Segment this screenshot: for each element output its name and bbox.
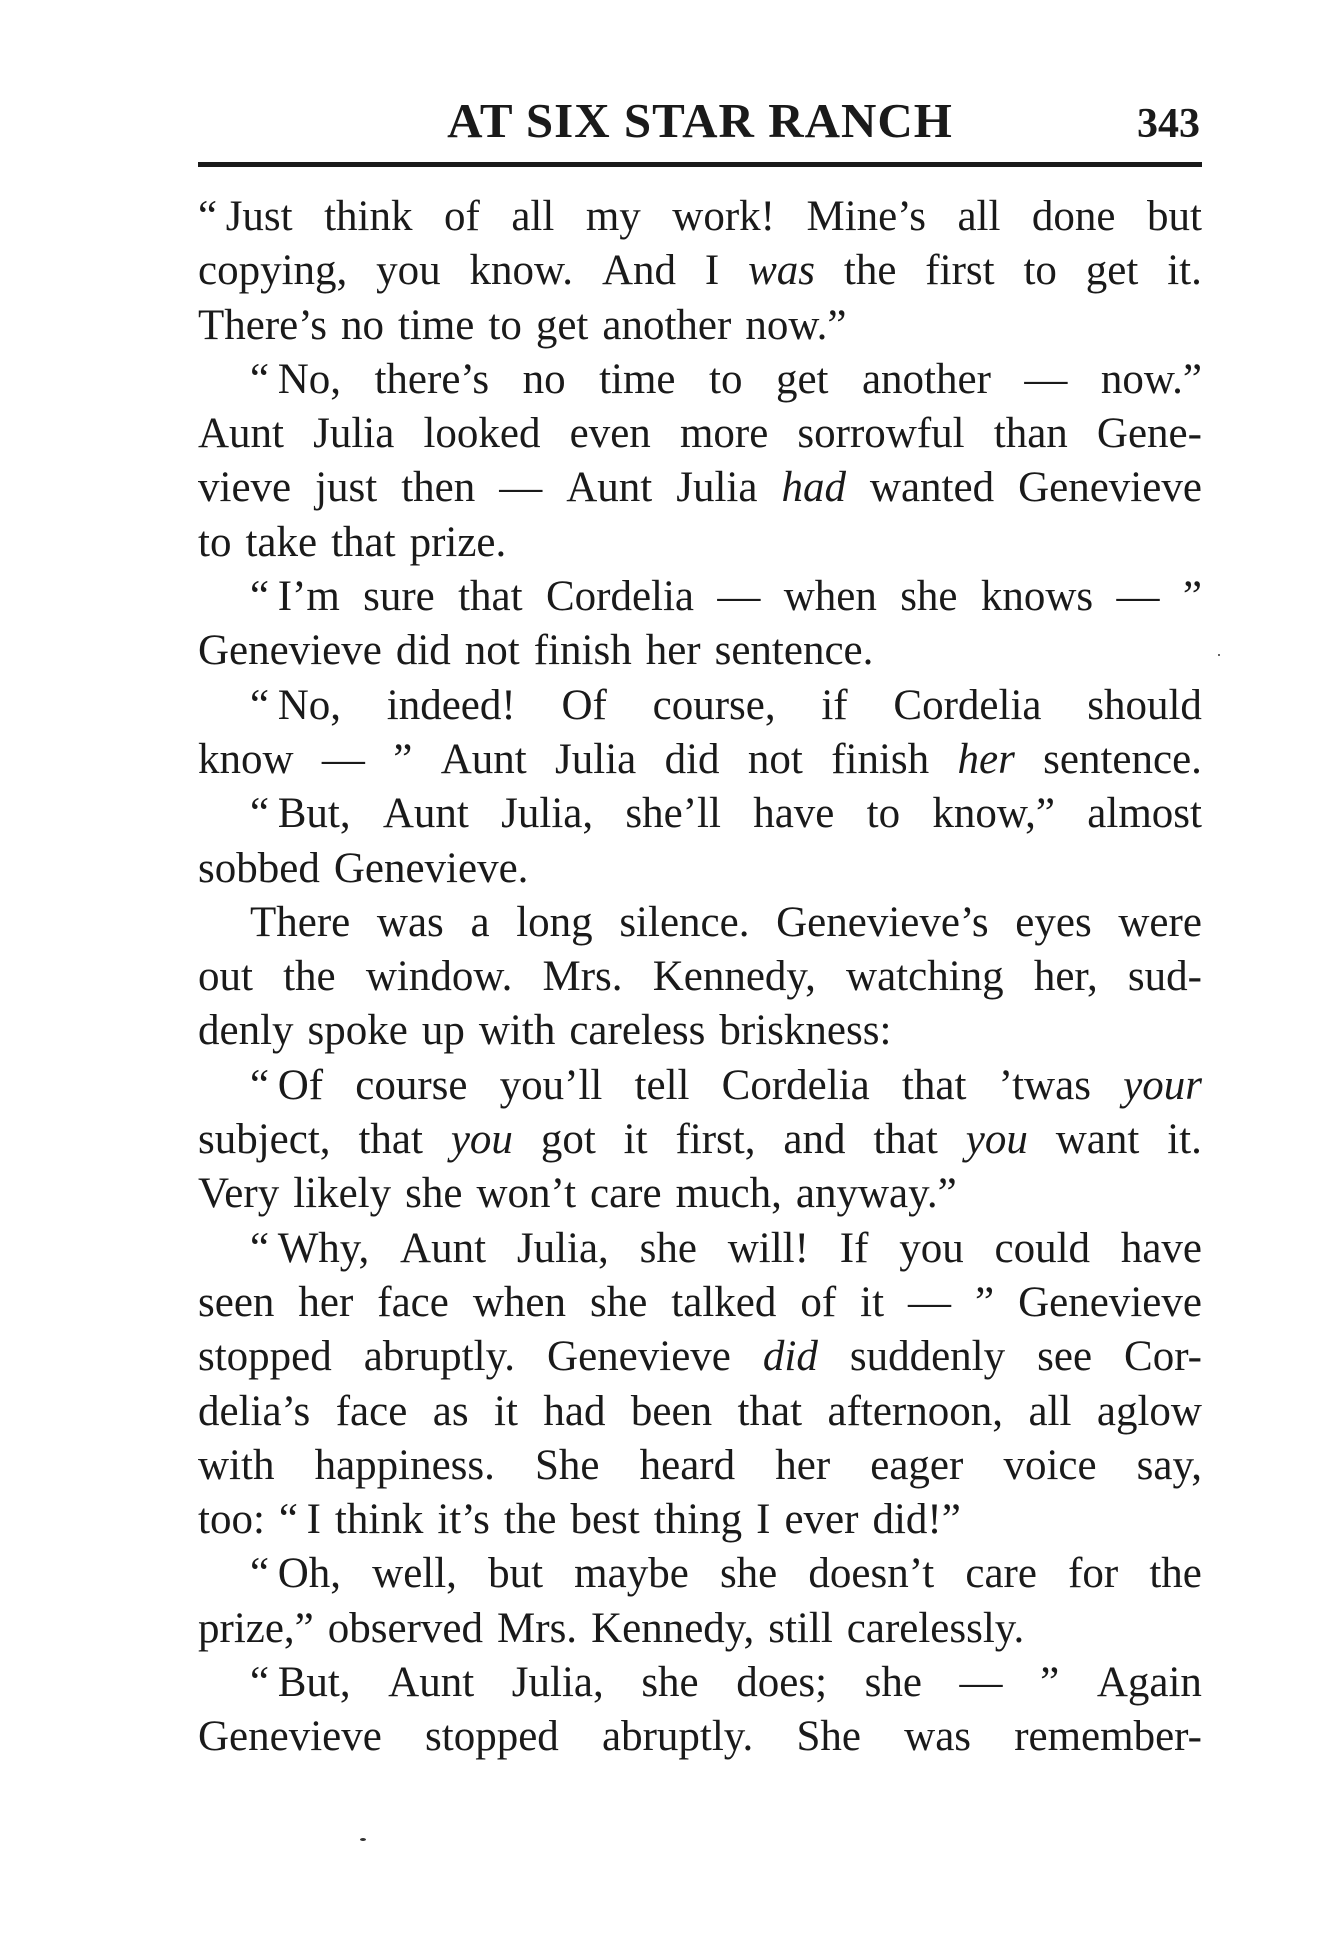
word: carelessly. (846, 1604, 1025, 1652)
word: eager (870, 1441, 964, 1489)
word: Julia (676, 464, 758, 512)
word: that (458, 573, 523, 621)
word: Genevieve (1018, 464, 1202, 512)
word: even (569, 410, 651, 458)
word: watching (846, 953, 1004, 1001)
word: Genevieve’s (776, 898, 989, 946)
word: had (543, 1387, 606, 1435)
word: — (1024, 355, 1068, 403)
word: get (535, 301, 589, 349)
word: the (843, 247, 897, 295)
word: time (397, 301, 475, 349)
word: Mrs. (542, 953, 623, 1001)
word: her, (1033, 953, 1098, 1001)
text-line (198, 570, 1202, 624)
word: it (623, 1116, 648, 1164)
word: first, (675, 1116, 756, 1164)
word: now.” (1100, 355, 1202, 403)
word: she (864, 1659, 922, 1707)
word: did!” (872, 1496, 961, 1544)
word: more (679, 410, 769, 458)
word: when (472, 1278, 566, 1326)
word: abruptly. (363, 1333, 516, 1381)
word: remember- (1014, 1713, 1202, 1761)
text-line (198, 1439, 1202, 1493)
word: “ No, (250, 355, 341, 403)
word: long (516, 898, 593, 946)
word: now.” (745, 301, 847, 349)
word: Aunt (388, 1659, 475, 1707)
word: see (1037, 1333, 1093, 1381)
word: Genevieve. (333, 844, 529, 892)
word: Genevieve (198, 1713, 382, 1761)
word: I (704, 247, 720, 295)
word: and (783, 1116, 846, 1164)
word: she (639, 1224, 697, 1272)
word: that (901, 1061, 967, 1109)
word: to (198, 518, 232, 566)
word: “ No, (250, 681, 341, 729)
word: denly (198, 1007, 294, 1055)
word: She (535, 1441, 600, 1489)
word: Genevieve (198, 627, 382, 675)
word: the (1149, 1550, 1202, 1598)
word: Julia, (516, 1224, 609, 1272)
word: finish (831, 735, 930, 783)
word: Mine’s (806, 193, 926, 240)
word: with (198, 1441, 275, 1489)
word: much, (675, 1170, 782, 1218)
text-line (198, 407, 1202, 461)
word: that (358, 1116, 423, 1164)
word: Aunt (382, 790, 469, 838)
text-line (198, 1276, 1202, 1330)
word: with (478, 1007, 556, 1055)
text-line (198, 1385, 1202, 1439)
word: want (1055, 1116, 1140, 1164)
text-line (198, 1602, 1202, 1656)
word: out (198, 953, 253, 1001)
word: “ Why, (250, 1224, 370, 1272)
text-line (198, 1059, 1202, 1113)
word: — (717, 573, 761, 621)
text-line (198, 1547, 1202, 1601)
word: she (405, 1170, 463, 1218)
word: you (965, 1116, 1028, 1164)
word: get (1085, 247, 1139, 295)
text-line (198, 353, 1202, 407)
word: Aunt (440, 735, 527, 783)
word: aglow (1096, 1387, 1202, 1435)
word: the (283, 953, 336, 1001)
word: indeed! (386, 681, 516, 729)
word: just (315, 464, 378, 512)
word: think (324, 193, 413, 240)
word: have (753, 790, 835, 838)
word: could (994, 1224, 1091, 1272)
body-text (198, 190, 1202, 1765)
word: Cordelia (893, 681, 1042, 729)
word: it (860, 1278, 885, 1326)
word: silence. (619, 898, 750, 946)
word: care (590, 1170, 662, 1218)
word: won’t (476, 1170, 577, 1218)
word: that (873, 1116, 938, 1164)
word: Julia, (511, 1659, 604, 1707)
word: she (641, 1659, 699, 1707)
word: prize,” (198, 1604, 314, 1652)
word: face (335, 1387, 408, 1435)
word: “ I (278, 1496, 321, 1544)
word: course, (652, 681, 776, 729)
word: — (959, 1659, 1003, 1707)
word: “ Of (250, 1061, 324, 1109)
word: sentence. (1043, 735, 1202, 783)
word: “ Just (198, 193, 293, 240)
word: will! (727, 1224, 809, 1272)
page-header (200, 88, 1200, 152)
word: abruptly. (602, 1713, 754, 1761)
word: Aunt (198, 410, 284, 458)
text-line (198, 461, 1202, 515)
word: Gene- (1096, 410, 1202, 458)
word: — (321, 735, 365, 783)
word: thing (653, 1496, 743, 1544)
word: when (783, 573, 877, 621)
word: There’s (198, 301, 327, 349)
word: I (756, 1496, 771, 1544)
text-line (198, 950, 1202, 1004)
word: looked (423, 410, 541, 458)
word: tell (634, 1061, 690, 1109)
word: maybe (574, 1550, 689, 1598)
word: There (250, 898, 351, 946)
word: Cordelia (721, 1061, 870, 1109)
word: ” (1040, 1659, 1060, 1707)
word: careless (569, 1007, 706, 1055)
word: — (1116, 573, 1160, 621)
word: sud- (1127, 953, 1202, 1001)
word: Cordelia (545, 573, 695, 621)
word: another (861, 355, 991, 403)
word: Kennedy, (652, 953, 816, 1001)
word: not (464, 627, 520, 675)
word: ” (1182, 573, 1202, 621)
word: say, (1136, 1441, 1202, 1489)
word: all (1028, 1387, 1072, 1435)
word: think (334, 1496, 424, 1544)
word: window. (365, 953, 513, 1001)
text-line (198, 842, 1202, 896)
word: for (1068, 1550, 1119, 1598)
word: it. (1167, 247, 1202, 295)
word: observed (327, 1604, 484, 1652)
word: you (899, 1224, 964, 1272)
word: as (432, 1387, 469, 1435)
word: course (355, 1061, 468, 1109)
word: the (503, 1496, 557, 1544)
word: face (377, 1278, 449, 1326)
word: no (522, 355, 566, 403)
word: that (331, 518, 396, 566)
word: know,” (932, 790, 1056, 838)
word: another (602, 301, 732, 349)
word: ” (975, 1278, 995, 1326)
word: — (499, 464, 543, 512)
word: briskness: (719, 1007, 892, 1055)
word: Julia, (501, 790, 594, 838)
word: was (748, 247, 815, 295)
word: was (904, 1713, 972, 1761)
text-line (198, 516, 1202, 570)
word: If (839, 1224, 869, 1272)
word: well, (372, 1550, 457, 1598)
word: subject, (198, 1116, 331, 1164)
word: stopped (425, 1713, 559, 1761)
word: done (1031, 193, 1116, 240)
word: not (747, 735, 803, 783)
word: Mrs. (497, 1604, 578, 1652)
word: it (494, 1387, 518, 1435)
word: And (601, 247, 676, 295)
word: a (470, 898, 490, 946)
word: did (395, 627, 451, 675)
text-line (198, 1330, 1202, 1384)
word: knows (980, 573, 1094, 621)
text-line (198, 679, 1202, 733)
word: sure (363, 573, 435, 621)
word: sorrowful (797, 410, 965, 458)
word: her (645, 627, 701, 675)
running-head: AT SIX STAR RANCH (447, 93, 953, 148)
word: if (821, 681, 848, 729)
header-rule (198, 162, 1202, 167)
word: likely (293, 1170, 392, 1218)
word: were (1118, 898, 1202, 946)
word: doesn’t (808, 1550, 935, 1598)
word: all (957, 193, 1001, 240)
word: my (585, 193, 641, 240)
text-line (198, 1493, 1202, 1547)
word: Very (198, 1170, 280, 1218)
word: Of (561, 681, 607, 729)
word: seen (198, 1278, 275, 1326)
word: Aunt (400, 1224, 487, 1272)
word: to (709, 355, 743, 403)
word: finish (533, 627, 632, 675)
word: sentence. (714, 627, 874, 675)
word: get (775, 355, 829, 403)
word: had (781, 464, 846, 512)
word: got (540, 1116, 596, 1164)
word: eyes (1015, 898, 1092, 946)
word: stopped (198, 1333, 332, 1381)
word: sobbed (198, 844, 320, 892)
word: best (570, 1496, 640, 1544)
word: up (421, 1007, 465, 1055)
word: does; (736, 1659, 828, 1707)
word: Genevieve (1018, 1278, 1202, 1326)
word: but (1147, 193, 1202, 240)
word: happiness. (314, 1441, 495, 1489)
word: spoke (307, 1007, 408, 1055)
word: She (796, 1713, 861, 1761)
word: her (775, 1441, 831, 1489)
word: “ But, (250, 1659, 351, 1707)
word: she’ll (625, 790, 721, 838)
word: afternoon, (827, 1387, 1003, 1435)
print-speck (360, 1838, 366, 1841)
word: you (376, 247, 441, 295)
text-line (198, 1167, 1202, 1221)
text-line (198, 1222, 1202, 1276)
word: did (664, 735, 720, 783)
text-line (198, 1710, 1202, 1764)
word: your (1123, 1061, 1202, 1109)
print-speck (1218, 654, 1220, 656)
word: it. (1167, 1116, 1202, 1164)
word: ’twas (998, 1061, 1091, 1109)
word: she (900, 573, 958, 621)
word: ever (784, 1496, 859, 1544)
word: “ Oh, (250, 1550, 341, 1598)
word: Genevieve (547, 1333, 731, 1381)
word: know (198, 735, 294, 783)
word: than (993, 410, 1068, 458)
word: Cor- (1124, 1333, 1202, 1381)
word: “ But, (250, 790, 351, 838)
word: she (719, 1550, 778, 1598)
word: Again (1096, 1659, 1202, 1707)
word: time (599, 355, 676, 403)
text-line (198, 1004, 1202, 1058)
word: first (925, 247, 995, 295)
word: care (965, 1550, 1037, 1598)
word: of (800, 1278, 837, 1326)
text-line (198, 244, 1202, 298)
word: to (1023, 247, 1057, 295)
text-line (198, 733, 1202, 787)
word: her (298, 1278, 354, 1326)
text-line (198, 1113, 1202, 1167)
word: copying, (198, 247, 348, 295)
word: vieve (198, 464, 292, 512)
word: wanted (869, 464, 995, 512)
word: did (762, 1333, 818, 1381)
word: of (444, 193, 480, 240)
word: still (768, 1604, 833, 1652)
word: Julia (313, 410, 395, 458)
word: to (488, 301, 522, 349)
word: have (1120, 1224, 1202, 1272)
word: been (630, 1387, 713, 1435)
word: to (866, 790, 901, 838)
word: heard (639, 1441, 736, 1489)
word: Kennedy, (591, 1604, 755, 1652)
word: voice (1003, 1441, 1097, 1489)
word: take (245, 518, 318, 566)
word: delia’s (198, 1387, 311, 1435)
word: too: (198, 1496, 265, 1544)
word: — (908, 1278, 952, 1326)
word: no (340, 301, 384, 349)
word: all (511, 193, 555, 240)
word: prize. (409, 518, 507, 566)
text-line (198, 299, 1202, 353)
page-number: 343 (1137, 101, 1200, 147)
word: but (488, 1550, 544, 1598)
word: anyway.” (795, 1170, 957, 1218)
word: Julia (555, 735, 637, 783)
word: ” (393, 735, 413, 783)
word: suddenly (849, 1333, 1006, 1381)
word: there’s (374, 355, 490, 403)
text-line (198, 896, 1202, 950)
word: it’s (437, 1496, 490, 1544)
word: you (450, 1116, 513, 1164)
text-line (198, 787, 1202, 841)
word: she (589, 1278, 648, 1326)
word: Aunt (566, 464, 653, 512)
word: you’ll (499, 1061, 603, 1109)
word: know. (469, 247, 574, 295)
text-line (198, 624, 1202, 678)
word: talked (671, 1278, 777, 1326)
word: then (401, 464, 476, 512)
text-line (198, 1656, 1202, 1710)
word: was (376, 898, 444, 946)
word: should (1087, 681, 1202, 729)
text-line (198, 190, 1202, 244)
word: work! (672, 193, 775, 240)
word: her (957, 735, 1015, 783)
word: almost (1087, 790, 1202, 838)
word: that (737, 1387, 803, 1435)
word: “ I’m (250, 573, 340, 621)
